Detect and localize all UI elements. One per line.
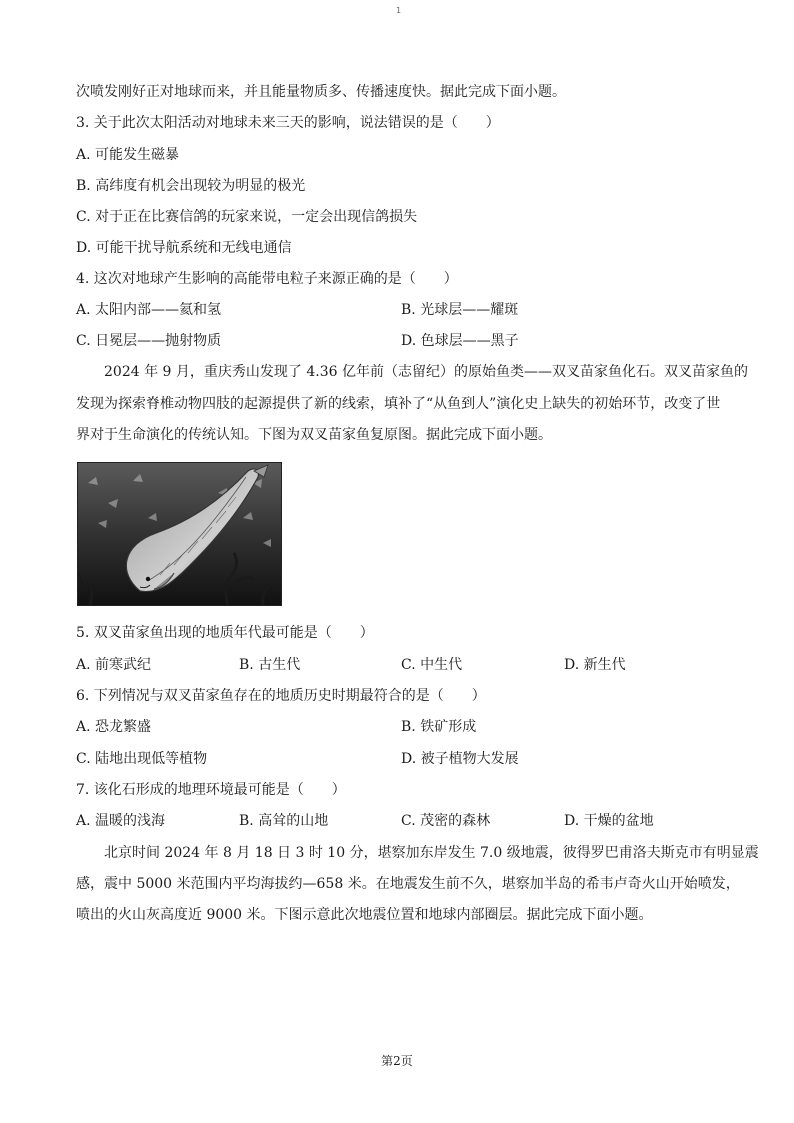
question-5-option-d: D. 新生代 xyxy=(564,657,626,673)
passage-quake-line-3: 喷出的火山灰高度近 9000 米。下图示意此次地震位置和地球内部圈层。据此完成下面小题。 xyxy=(76,907,653,923)
question-3-option-d: D. 可能干扰导航系统和无线电通信 xyxy=(76,240,292,256)
fish-illustration xyxy=(78,463,281,605)
question-5-option-b: B. 古生代 xyxy=(239,657,301,673)
question-7-stem: 7. 该化石形成的地理环境最可能是（ ） xyxy=(76,782,346,798)
question-4-option-c: C. 日冕层——抛射物质 xyxy=(76,333,222,349)
question-4-option-d: D. 色球层——黑子 xyxy=(401,333,519,349)
passage-quake-line-1: 北京时间 2024 年 8 月 18 日 3 时 10 分，堪察加东岸发生 7.0 级地震，彼得罗巴甫洛夫斯克市有明显震 xyxy=(104,845,759,861)
question-6-option-c: C. 陆地出现低等植物 xyxy=(76,751,208,767)
passage-fish-line-3: 界对于生命演化的传统认知。下图为双叉苗家鱼复原图。据此完成下面小题。 xyxy=(76,427,552,443)
question-6-option-d: D. 被子植物大发展 xyxy=(401,751,519,767)
passage-fish-line-2: 发现为探索脊椎动物四肢的起源提供了新的线索，填补了“从鱼到人”演化史上缺失的初始环节，改变了世 xyxy=(76,396,721,412)
question-6-option-a: A. 恐龙繁盛 xyxy=(76,719,152,735)
question-5-option-c: C. 中生代 xyxy=(401,657,463,673)
question-5-stem: 5. 双叉苗家鱼出现的地质年代最可能是（ ） xyxy=(76,625,374,641)
question-4-option-b: B. 光球层——耀斑 xyxy=(401,302,519,318)
question-5-option-a: A. 前寒武纪 xyxy=(76,657,152,673)
question-4-stem: 4. 这次对地球产生影响的高能带电粒子来源正确的是（ ） xyxy=(76,271,458,287)
question-3-option-b: B. 高纬度有机会出现较为明显的极光 xyxy=(76,178,306,194)
question-3-option-a: A. 可能发生磁暴 xyxy=(76,147,180,163)
question-7-option-d: D. 干燥的盆地 xyxy=(564,813,654,829)
page-number: 第2页 xyxy=(381,1054,413,1068)
question-7-option-c: C. 茂密的森林 xyxy=(401,813,491,829)
question-7-option-a: A. 温暖的浅海 xyxy=(76,813,166,829)
passage-fish-line-1: 2024 年 9 月，重庆秀山发现了 4.36 亿年前（志留纪）的原始鱼类——双叉苗家鱼化石。双叉苗家鱼的 xyxy=(104,364,748,380)
passage-quake-line-2: 感，震中 5000 米范围内平均海拔约—658 米。在地震发生前不久，堪察加半岛的希韦卢奇火山开始喷发， xyxy=(76,876,740,892)
question-3-option-c: C. 对于正在比赛信鸽的玩家来说，一定会出现信鸽损失 xyxy=(76,209,418,225)
header-mark: 1 xyxy=(396,6,402,15)
question-7-option-b: B. 高耸的山地 xyxy=(239,813,329,829)
question-4-option-a: A. 太阳内部——氦和氢 xyxy=(76,302,222,318)
fish-reconstruction-image xyxy=(77,462,282,606)
intro-continuation: 次喷发刚好正对地球而来，并且能量物质多、传播速度快。据此完成下面小题。 xyxy=(76,84,566,100)
question-3-stem: 3. 关于此次太阳活动对地球未来三天的影响，说法错误的是（ ） xyxy=(76,115,500,131)
question-6-stem: 6. 下列情况与双叉苗家鱼存在的地质历史时期最符合的是（ ） xyxy=(76,688,486,704)
question-6-option-b: B. 铁矿形成 xyxy=(401,719,477,735)
